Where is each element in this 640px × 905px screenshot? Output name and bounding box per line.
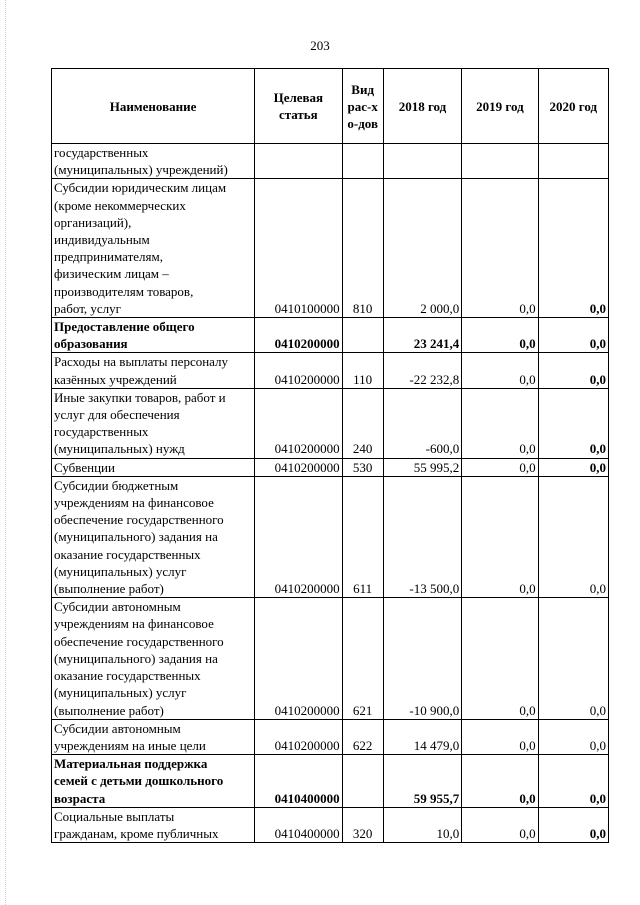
- table-row: [52, 179, 609, 318]
- cell-y2020: 0,0: [538, 807, 608, 842]
- cell-y2019: 0,0: [462, 318, 538, 353]
- cell-y2018: -22 232,8: [383, 353, 461, 388]
- cell-y2020: 0,0: [538, 458, 608, 476]
- cell-y2020: 0,0: [538, 598, 608, 719]
- cell-code: 0410200000: [255, 388, 342, 458]
- cell-y2018: 59 955,7: [383, 755, 461, 808]
- cell-y2020: 0,0: [538, 179, 608, 318]
- budget-table: [51, 68, 609, 843]
- cell-y2018: 2 000,0: [383, 179, 461, 318]
- table-body: [52, 144, 609, 843]
- header-2018: 2018 год: [383, 69, 461, 144]
- cell-code: [255, 144, 342, 179]
- cell-y2019: 0,0: [462, 458, 538, 476]
- table-row: [52, 719, 609, 754]
- cell-y2019: [462, 144, 538, 179]
- cell-vid: 622: [342, 719, 383, 754]
- cell-y2019: 0,0: [462, 807, 538, 842]
- cell-name: Субсидии автономным учреждениям на иные цели: [52, 719, 255, 754]
- cell-name: Субвенции: [52, 458, 255, 476]
- header-2019: 2019 год: [462, 69, 538, 144]
- cell-vid: 611: [342, 476, 383, 597]
- cell-y2019: 0,0: [462, 388, 538, 458]
- scan-margin-line: [5, 0, 7, 905]
- cell-code: 0410200000: [255, 458, 342, 476]
- cell-name: Материальная поддержка семей с детьми дошкольного возраста: [52, 755, 255, 808]
- table-row: [52, 388, 609, 458]
- cell-vid: 320: [342, 807, 383, 842]
- header-2020: 2020 год: [538, 69, 608, 144]
- cell-code: 0410200000: [255, 476, 342, 597]
- table-row: [52, 318, 609, 353]
- header-name: Наименование: [52, 69, 255, 144]
- cell-vid: [342, 144, 383, 179]
- table-header-row: [52, 69, 609, 144]
- cell-y2020: [538, 144, 608, 179]
- cell-y2019: 0,0: [462, 179, 538, 318]
- cell-y2020: 0,0: [538, 476, 608, 597]
- cell-name: Расходы на выплаты персоналу казённых учреждений: [52, 353, 255, 388]
- cell-name: Субсидии бюджетным учреждениям на финансовое обеспечение государственного (муниципального) задания на оказание государственных (муниципальных) услуг (выполнение работ): [52, 476, 255, 597]
- cell-vid: [342, 755, 383, 808]
- cell-y2019: 0,0: [462, 755, 538, 808]
- cell-name: Социальные выплаты гражданам, кроме публичных: [52, 807, 255, 842]
- cell-code: 0410200000: [255, 353, 342, 388]
- cell-y2020: 0,0: [538, 388, 608, 458]
- cell-y2019: 0,0: [462, 598, 538, 719]
- cell-y2018: [383, 144, 461, 179]
- cell-name: государственных (муниципальных) учреждений): [52, 144, 255, 179]
- cell-y2020: 0,0: [538, 719, 608, 754]
- cell-y2018: 10,0: [383, 807, 461, 842]
- cell-name: Предоставление общего образования: [52, 318, 255, 353]
- cell-y2019: 0,0: [462, 353, 538, 388]
- cell-code: 0410400000: [255, 755, 342, 808]
- cell-name: Субсидии юридическим лицам (кроме некоммерческих организаций), индивидуальным предпринимателям, физическим лицам – производителям товаров, работ, услуг: [52, 179, 255, 318]
- header-code: [255, 69, 342, 144]
- cell-vid: 240: [342, 388, 383, 458]
- table-row: [52, 144, 609, 179]
- cell-y2018: -13 500,0: [383, 476, 461, 597]
- cell-code: 0410200000: [255, 598, 342, 719]
- cell-vid: 621: [342, 598, 383, 719]
- cell-name: Иные закупки товаров, работ и услуг для обеспечения государственных (муниципальных) нужд: [52, 388, 255, 458]
- cell-vid: 810: [342, 179, 383, 318]
- header-code-text: Целевая статья: [273, 90, 324, 122]
- table-row: [52, 755, 609, 808]
- table-row: [52, 353, 609, 388]
- table-row: [52, 807, 609, 842]
- cell-name: Субсидии автономным учреждениям на финансовое обеспечение государственного (муниципального) задания на оказание государственных (муниципальных) услуг (выполнение работ): [52, 598, 255, 719]
- cell-code: 0410400000: [255, 807, 342, 842]
- cell-y2019: 0,0: [462, 476, 538, 597]
- cell-y2020: 0,0: [538, 353, 608, 388]
- cell-code: 0410200000: [255, 719, 342, 754]
- cell-y2018: 55 995,2: [383, 458, 461, 476]
- page-number: 203: [310, 38, 330, 53]
- cell-vid: 110: [342, 353, 383, 388]
- cell-y2020: 0,0: [538, 755, 608, 808]
- table-row: [52, 598, 609, 719]
- cell-y2020: 0,0: [538, 318, 608, 353]
- cell-y2018: -600,0: [383, 388, 461, 458]
- cell-vid: [342, 318, 383, 353]
- cell-code: 0410100000: [255, 179, 342, 318]
- cell-y2018: 14 479,0: [383, 719, 461, 754]
- table-row: [52, 458, 609, 476]
- cell-y2018: 23 241,4: [383, 318, 461, 353]
- table-row: [52, 476, 609, 597]
- cell-y2019: 0,0: [462, 719, 538, 754]
- header-vid-text: Вид рас-хо-дов: [347, 81, 378, 131]
- cell-y2018: -10 900,0: [383, 598, 461, 719]
- header-vid: [342, 69, 383, 144]
- cell-vid: 530: [342, 458, 383, 476]
- cell-code: 0410200000: [255, 318, 342, 353]
